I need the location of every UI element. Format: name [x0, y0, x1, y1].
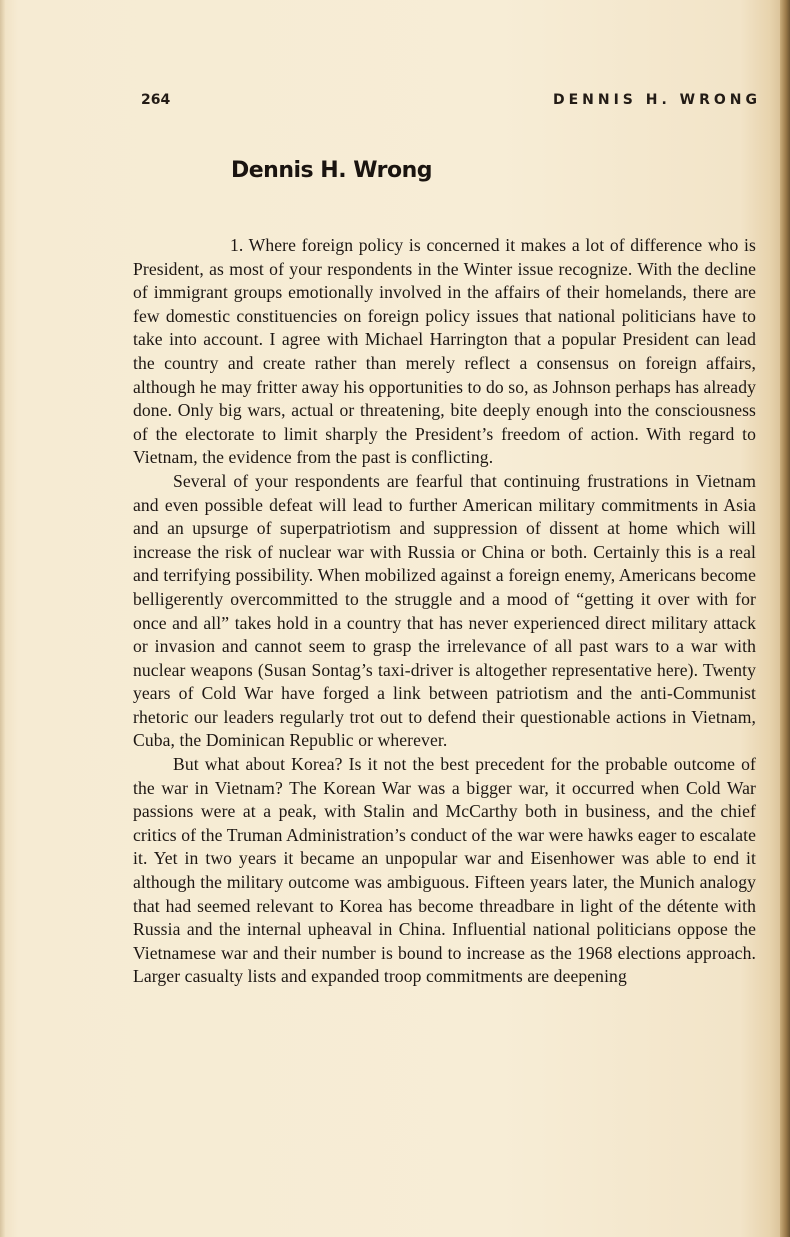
- article-body: [133, 234, 756, 989]
- paragraph-3: But what about Korea? Is it not the best precedent for the probable outcome of the war in Vietnam? The Korean War was a bigger war, it occurred when Cold War passions were at a peak, with Stalin and McCarthy both in business, and the chief critics of the Truman Administration’s conduct of the war were hawks eager to escalate it. Yet in two years it became an unpopular war and Eisenhower was able to end it although the military outcome was ambiguous. Fifteen years later, the Munich analogy that had seemed relevant to Korea has become threadbare in light of the détente with Russia and the internal upheaval in China. Influential national politicians oppose the Vietnamese war and their number is bound to increase as the 1968 elections approach. Larger casualty lists and expanded troop commitments are deepening: [133, 754, 756, 987]
- running-head-author: DENNIS H. WRONG: [552, 92, 761, 108]
- page-number: 264: [141, 92, 171, 108]
- paragraph-2: Several of your respondents are fearful that continuing frustrations in Vietnam and even possible defeat will lead to further American military commitments in Asia and an upsurge of superpatriotism and suppression of dissent at home which will increase the risk of nuclear war with Russia or China or both. Certainly this is a real and terrifying possibility. When mobilized against a foreign enemy, Americans become belligerently overcommitted to the struggle and a mood of “getting it over with for once and all” takes hold in a country that has never experienced direct military attack or invasion and cannot seem to grasp the irrelevance of all past wars to a war with nuclear weapons (Susan Sontag’s taxi-driver is altogether representative here). Twenty years of Cold War have forged a link between patriotism and the anti-Communist rhetoric our leaders regularly trot out to defend their questionable actions in Vietnam, Cuba, the Dominican Republic or wherever.: [133, 470, 756, 751]
- page-left-edge: [0, 0, 5, 1237]
- paragraph-1: 1. Where foreign policy is concerned it makes a lot of difference who is President, as most of your respondents in the Winter issue recognize. With the decline of immigrant groups emotionally involved in the affairs of their homelands, there are few domestic constituencies on foreign policy issues that national politicians have to take into account. I agree with Michael Harrington that a popular President can lead the country and create rather than merely reflect a consensus on foreign affairs, although he may fritter away his opportunities to do so, as Johnson perhaps has already done. Only big wars, actual or threatening, bite deeply enough into the consciousness of the electorate to limit sharply the President’s freedom of action. With regard to Vietnam, the evidence from the past is conflicting.: [133, 235, 756, 468]
- article-title: Dennis H. Wrong: [231, 158, 432, 183]
- running-head: [141, 92, 761, 114]
- page-binding-edge: [780, 0, 790, 1237]
